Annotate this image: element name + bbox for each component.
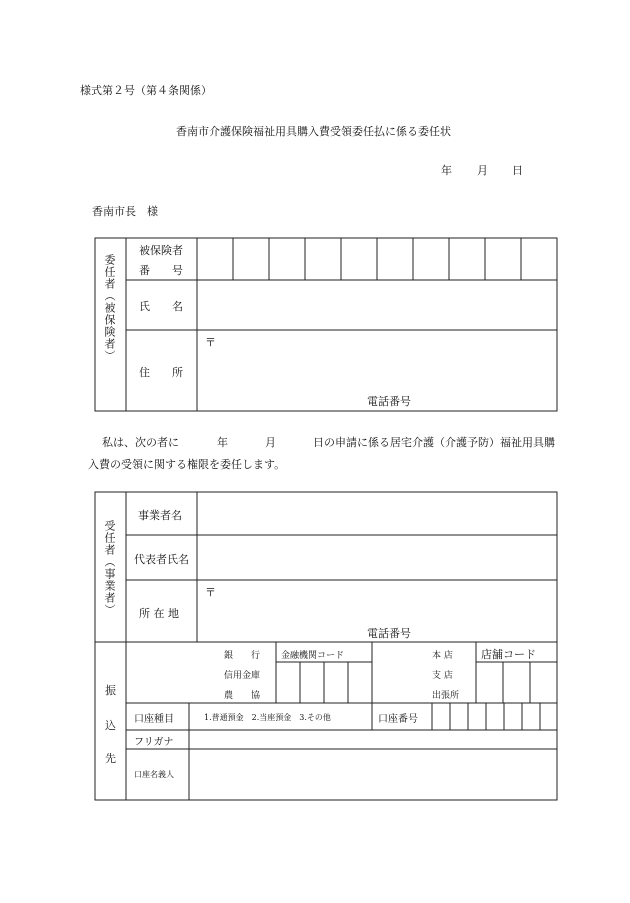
business-name-label: 事業者名: [138, 509, 182, 522]
account-type-label: 口座種目: [134, 714, 174, 725]
furigana-label: フリガナ: [134, 737, 174, 748]
form-number: 様式第２号（第４条関係）: [80, 84, 212, 97]
statement-year: 年: [217, 436, 228, 449]
branch-type-office: 出張所: [432, 691, 460, 701]
delegatee-postal-mark: 〒: [205, 586, 216, 599]
bank-type-bank: 銀 行: [224, 651, 261, 661]
insured-number-label-line1: 被保険者: [139, 244, 183, 257]
statement-rest: 日の申請に係る居宅介護（介護予防）福祉用具購: [313, 436, 555, 449]
branch-type-branch: 支 店: [432, 671, 453, 681]
statement-month: 月: [265, 436, 276, 449]
account-number-label: 口座番号: [378, 714, 418, 725]
branch-type-main: 本 店: [432, 651, 453, 661]
bank-type-credit-union: 信用金庫: [224, 671, 261, 681]
delegator-name-label: 氏 名: [139, 300, 183, 313]
date-year: 年: [441, 164, 452, 177]
transfer-char-1: 振: [105, 684, 116, 697]
representative-label: 代表者氏名: [134, 553, 189, 566]
bank-type-agri-coop: 農 協: [224, 691, 261, 701]
institution-code-label: 金融機関コード: [281, 651, 345, 661]
account-holder-label: 口座名義人: [134, 770, 174, 779]
delegatee-phone-label: 電話番号: [367, 627, 411, 640]
delegator-address-label: 住 所: [139, 366, 183, 379]
transfer-char-2: 込: [105, 719, 116, 732]
delegator-postal-mark: 〒: [205, 336, 216, 349]
addressee: 香南市長 様: [92, 205, 158, 218]
delegator-phone-label: 電話番号: [367, 395, 411, 408]
statement-start: 私は、次の者に: [102, 436, 179, 449]
statement-line2: 入費の受領に関する権限を委任します。: [88, 458, 286, 471]
delegatee-section-label: 受任者（事業者）: [103, 520, 116, 616]
branch-code-label: 店舗コード: [481, 648, 536, 661]
date-month: 月: [477, 164, 488, 177]
location-label: 所 在 地: [139, 607, 179, 620]
delegator-section-label: 委任者（被保険者）: [103, 254, 116, 362]
account-type-options: 1.普通預金 2.当座預金 3.その他: [204, 713, 331, 722]
form-title: 香南市介護保険福祉用具購入費受領委任払に係る委任状: [176, 125, 451, 138]
date-day: 日: [512, 164, 523, 177]
insured-number-label-line2: 番 号: [139, 264, 183, 277]
transfer-char-3: 先: [105, 752, 116, 765]
